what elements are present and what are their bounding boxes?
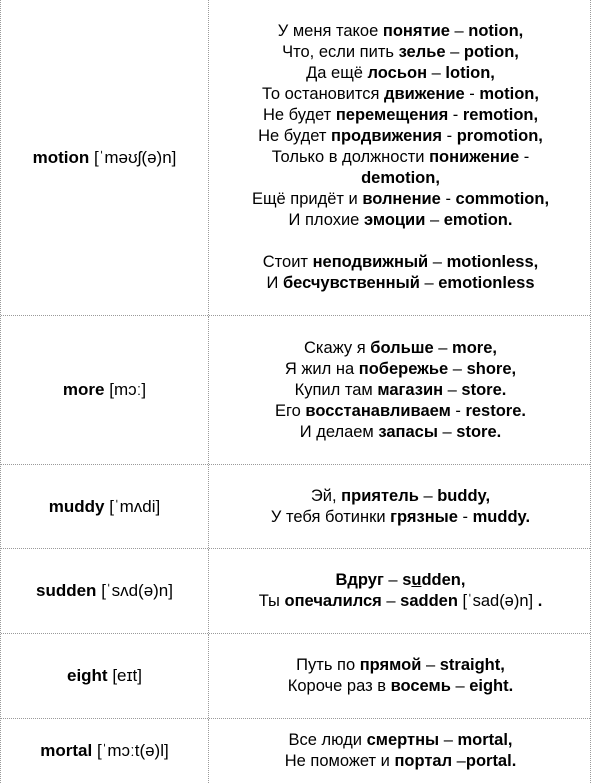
poem-line [288, 730, 512, 751]
text: Что, если пить [282, 43, 399, 61]
bold-text: портал [394, 752, 453, 770]
table-row [1, 549, 591, 634]
bold-text: побережье [358, 359, 449, 378]
text: Ты [258, 592, 285, 610]
bold-text: прямой [359, 656, 422, 674]
bold-text: восстанавливаем [305, 401, 451, 420]
text: - [519, 148, 530, 166]
bold-text: движение [383, 85, 465, 103]
word-cell [1, 0, 209, 315]
bold-text: бесчувственный [282, 274, 420, 292]
bold-text: неподвижный [312, 253, 429, 271]
poem-line [275, 401, 526, 422]
text: - [450, 401, 466, 420]
word: eight [66, 666, 108, 685]
poem-line [259, 591, 543, 612]
bold-text: эмоции [363, 211, 426, 229]
bold-text: muddy. [472, 507, 531, 526]
word: muddy [48, 496, 105, 516]
text: – [445, 43, 464, 61]
word: more [62, 380, 105, 399]
text: Не будет [262, 106, 336, 124]
bold-text: portal. [465, 752, 517, 770]
poem-line [285, 751, 517, 772]
bold-text: promotion, [456, 127, 543, 145]
text: Его [275, 401, 306, 420]
bold-text: buddy, [437, 486, 491, 505]
bold-text: lotion, [445, 64, 495, 82]
bold-text: sadden [400, 592, 458, 610]
text: Я жил на [284, 359, 359, 378]
poem-line [282, 42, 519, 63]
text: И [266, 274, 283, 292]
word-cell [1, 549, 209, 633]
text: [ˈsad(ə)n] [457, 592, 538, 610]
text: – [381, 592, 401, 610]
bold-text: грязные [390, 507, 458, 526]
bold-text: опечалился [284, 592, 382, 610]
bold-text: s [402, 571, 412, 589]
bold-text: . [537, 592, 543, 610]
bold-text: mortal, [457, 731, 513, 749]
text: - [464, 85, 480, 103]
text: Ещё придёт и [251, 190, 363, 208]
text: У меня такое [277, 22, 383, 40]
bold-text: dden, [421, 571, 466, 589]
text: Не будет [258, 127, 331, 145]
bold-text: продвижения [330, 127, 443, 145]
bold-text: волнение [362, 190, 441, 208]
poem-line [296, 655, 505, 676]
poem-line [300, 422, 501, 443]
text: Да ещё [306, 64, 368, 82]
poem-line [262, 84, 539, 105]
poem-line [288, 676, 513, 697]
bold-text: commotion, [455, 190, 550, 208]
poem-line [263, 252, 539, 273]
poem-cell [209, 465, 591, 548]
transcription: [eɪt] [112, 666, 143, 685]
bold-text: potion, [463, 43, 519, 61]
bold-text: запасы [378, 422, 438, 441]
poem-line [336, 570, 466, 591]
poem-line [252, 189, 549, 210]
bold-text: motion, [479, 85, 539, 103]
word-cell [1, 316, 209, 464]
text: Короче раз в [287, 677, 391, 695]
text: – [439, 731, 458, 749]
text: – [383, 571, 403, 589]
text: – [428, 253, 447, 271]
text: Только в должности [271, 148, 430, 166]
transcription: [mɔː] [109, 380, 147, 399]
bold-text: смертны [366, 731, 440, 749]
table-row [1, 465, 591, 549]
bold-text: лосьон [367, 64, 428, 82]
bold-text: store. [456, 422, 502, 441]
text: То остановится [262, 85, 384, 103]
bold-text: shore, [466, 359, 517, 378]
transcription: [ˈsʌd(ə)n] [101, 581, 173, 600]
table-row [1, 719, 591, 783]
poem-line [272, 147, 530, 168]
poem-line [263, 105, 538, 126]
bold-text: больше [370, 338, 434, 357]
poem-line [311, 486, 490, 507]
text: Все люди [288, 731, 367, 749]
bold-text: restore. [465, 401, 526, 420]
text: – [425, 211, 444, 229]
poem-line [266, 273, 534, 294]
poem-line [295, 380, 507, 401]
bold-text: понятие [382, 22, 450, 40]
bold-text: u [411, 571, 422, 589]
poem-line [278, 21, 524, 42]
text: - [440, 190, 456, 208]
poem-line [289, 210, 513, 231]
bold-text: восемь [390, 677, 451, 695]
text: – [449, 22, 469, 40]
text: – [443, 380, 462, 399]
text: Стоит [262, 253, 313, 271]
text: Скажу я [304, 338, 371, 357]
bold-text: emotion. [443, 211, 513, 229]
text: Купил там [294, 380, 378, 399]
table-row [1, 316, 591, 465]
text: – [419, 274, 439, 292]
bold-text: store. [461, 380, 507, 399]
poem-cell [209, 719, 591, 783]
table-row [1, 634, 591, 719]
poem-line [285, 359, 516, 380]
transcription: [ˈmɔːt(ə)l] [96, 741, 169, 760]
poem-cell [209, 316, 591, 464]
text: И делаем [299, 422, 379, 441]
text: – [450, 677, 470, 695]
bold-text: emotionless [438, 274, 535, 292]
text: У тебя ботинки [270, 507, 391, 526]
text: Эй, [310, 486, 342, 505]
word-cell [1, 719, 209, 783]
poem-line [258, 126, 543, 147]
text: – [427, 64, 446, 82]
word: sudden [36, 581, 97, 600]
bold-text: Вдруг [335, 571, 384, 589]
poem-line [271, 507, 530, 528]
bold-text: straight, [439, 656, 505, 674]
poem-cell [209, 549, 591, 633]
transcription: [ˈməʊʃ(ə)n] [93, 147, 177, 167]
text: - [457, 507, 473, 526]
poem-line [304, 338, 497, 359]
bold-text: зелье [398, 43, 446, 61]
text: Не поможет и [284, 752, 395, 770]
table-row [1, 0, 591, 316]
bold-text: перемещения [335, 106, 449, 124]
text: – [433, 338, 453, 357]
poem-line [306, 63, 495, 84]
bold-text: more, [452, 338, 497, 357]
text: – [437, 422, 457, 441]
bold-text: магазин [377, 380, 444, 399]
poem-cell [209, 0, 591, 315]
transcription: [ˈmʌdi] [109, 496, 161, 516]
text: - [448, 106, 463, 124]
text: - [442, 127, 457, 145]
bold-text: notion, [468, 22, 524, 40]
bold-text: понижение [429, 148, 520, 166]
word: motion [32, 147, 90, 167]
text: – [452, 752, 466, 770]
text: Путь по [296, 656, 360, 674]
poem-cell [209, 634, 591, 718]
text: – [421, 656, 440, 674]
bold-text: eight. [469, 677, 514, 695]
word: mortal [40, 741, 93, 760]
bold-text: remotion, [462, 106, 539, 124]
word-cell [1, 634, 209, 718]
word-cell [1, 465, 209, 548]
bold-text: приятель [341, 486, 419, 505]
text: – [448, 359, 467, 378]
poem-line [361, 168, 440, 189]
bold-text: motionless, [446, 253, 539, 271]
text: И плохие [288, 211, 364, 229]
text: – [418, 486, 438, 505]
bold-text: demotion, [361, 169, 440, 187]
